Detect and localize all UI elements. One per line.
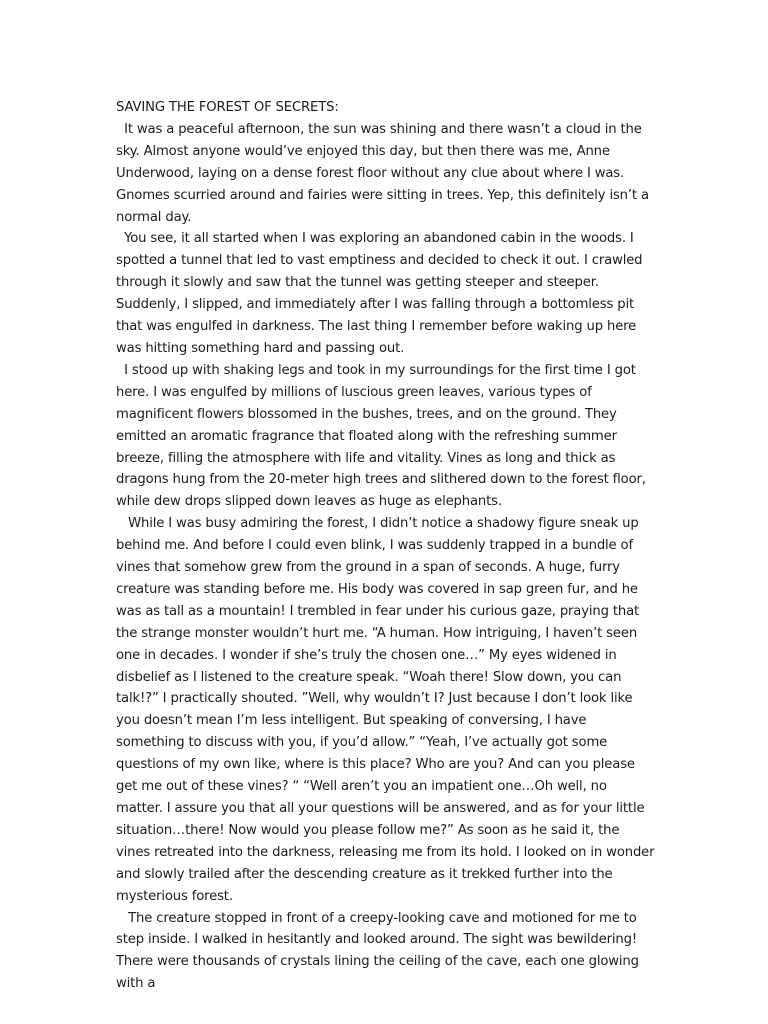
document-body	[116, 97, 659, 995]
paragraph-2: You see, it all started when I was exploring an abandoned cabin in the woods. I spotted a tunnel that led to vast emptiness and decided to check it out. I crawled through it slowly and saw that the tunnel was getting steeper and steeper. Suddenly, I slipped, and immediately after I was falling through a bottomless pit that was engulfed in darkness. The last thing I remember before waking up here was hitting something hard and passing out.	[116, 231, 647, 356]
paragraph-5: The creature stopped in front of a creepy-looking cave and motioned for me to step inside. I walked in hesitantly and looked around. The sight was bewildering! There were thousands of crystals lining the ceiling of the cave, each one glowing with a	[116, 910, 643, 992]
paragraph-1: It was a peaceful afternoon, the sun was shining and there wasn’t a cloud in the sky. Almost anyone would’ve enjoyed this day, but then there was me, Anne Underwood, laying on a dense forest floor without any clue about where I was. Gnomes scurried around and fairies were sitting in trees. Yep, this definitely isn’t a normal day.	[116, 121, 653, 225]
paragraph-4: While I was busy admiring the forest, I didn’t notice a shadowy figure sneak up behind me. And before I could even blink, I was suddenly trapped in a bundle of vines that somehow grew from the ground in a span of seconds. A huge, furry creature was standing before me. His body was covered in sap green fur, and he was as tall as a mountain! I trembled in fear under his curious gaze, praying that the strange monster wouldn’t hurt me. “A human. How intriguing, I haven’t seen one in decades. I wonder if she’s truly the chosen one…” My eyes widened in disbelief as I listened to the creature speak. “Woah there! Slow down, you can talk!?” I practically shouted. ”Well, why wouldn’t I? Just because I don’t look like you doesn’t mean I’m less intelligent. But speaking of conversing, I have something to discuss with you, if you’d allow.” “Yeah, I’ve actually got some questions of my own like, where is this place? Who are you? And can you please get me out of these vines? “ “Well aren’t you an impatient one…Oh well, no matter. I assure you that all your questions will be answered, and as for your little situation…there! Now would you please follow me?” As soon as he said it, the vines retreated into the darkness, releasing me from its hold. I looked on in wonder and slowly trailed after the descending creature as it trekked further into the mysterious forest.	[116, 516, 659, 904]
document-title: SAVING THE FOREST OF SECRETS:	[116, 100, 339, 115]
paragraph-3: I stood up with shaking legs and took in my surroundings for the first time I got here. I was engulfed by millions of luscious green leaves, various types of magnificent flowers blossomed in the bushes, trees, and on the ground. They emitted an aromatic fragrance that floated along with the refreshing summer breeze, filling the atmosphere with life and vitality. Vines as long and thick as dragons hung from the 20-meter high trees and slithered down to the forest floor, while dew drops slipped down leaves as huge as elephants.	[116, 362, 650, 510]
